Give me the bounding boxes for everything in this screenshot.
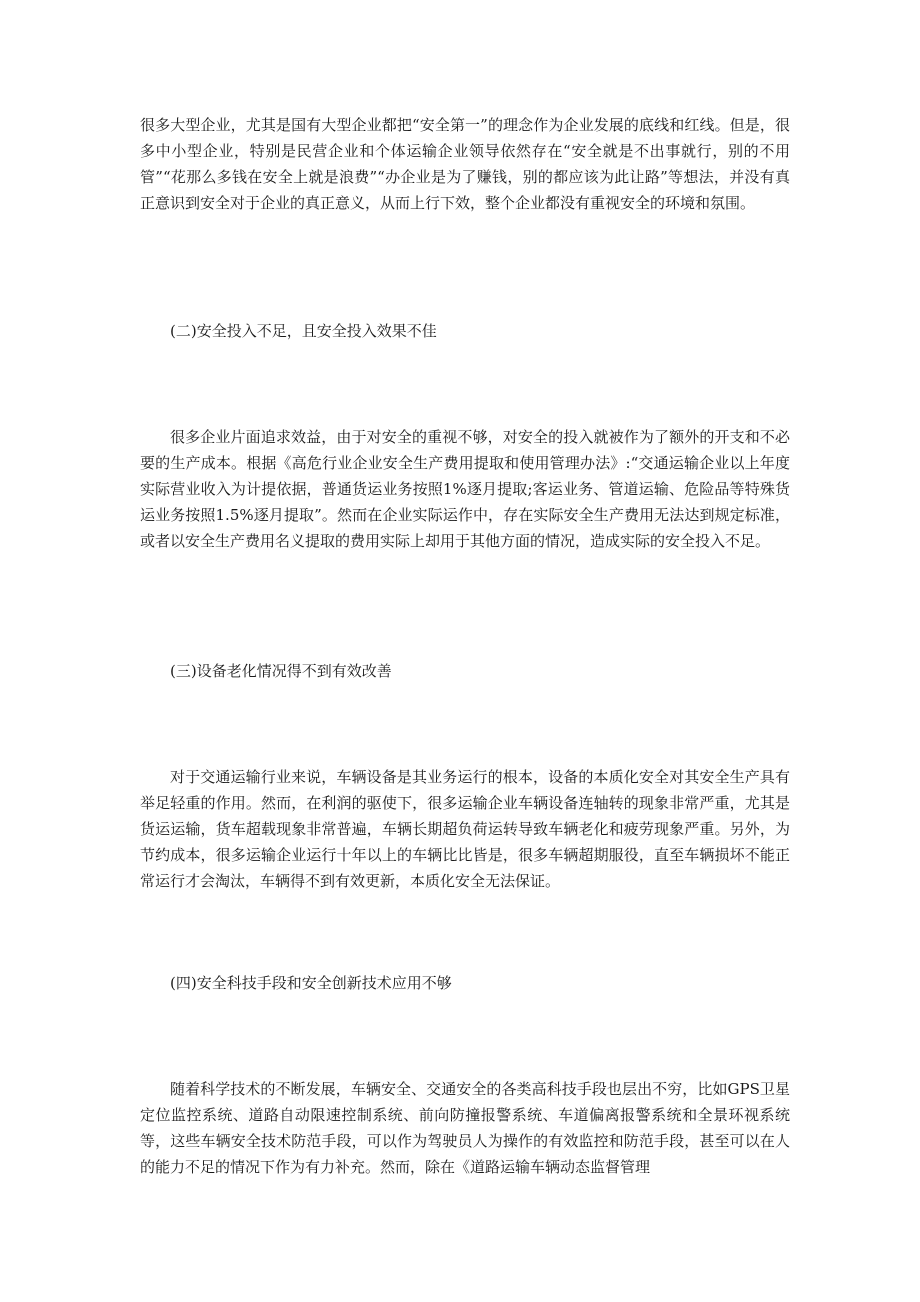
section-heading-3: (三)设备老化情况得不到有效改善 (170, 662, 392, 680)
paragraph-safety-technology: 随着科学技术的不断发展，车辆安全、交通安全的各类高科技手段也层出不穷，比如GPS卫星定位监控系统、道路自动限速控制系统、前向防撞报警系统、车道偏离报警系统和全景环视系统等，这些车辆安全技术防范手段，可以作为驾驶员人为操作的有效监控和防范手段，甚至可以在人的能力不足的情况下作为有力补充。然而，除在《道路运输车辆动态监督管理 (140, 1080, 790, 1176)
paragraph-equipment-aging: 对于交通运输行业来说，车辆设备是其业务运行的根本，设备的本质化安全对其安全生产具有举足轻重的作用。然而，在利润的驱使下，很多运输企业车辆设备连轴转的现象非常严重，尤其是货运运输，货车超载现象非常普遍，车辆长期超负荷运转导致车辆老化和疲劳现象严重。另外，为节约成本，很多运输企业运行十年以上的车辆比比皆是，很多车辆超期服役，直至车辆损坏不能正常运行才会淘汰，车辆得不到有效更新，本质化安全无法保证。 (140, 768, 790, 890)
paragraph-enterprise-safety-awareness: 很多大型企业，尤其是国有大型企业都把“安全第一”的理念作为企业发展的底线和红线。但是，很多中小型企业，特别是民营企业和个体运输企业领导依然存在“安全就是不出事就行，别的不用管”“花那么多钱在安全上就是浪费”“办企业是为了赚钱，别的都应该为此让路”等想法，并没有真正意识到安全对于企业的真正意义，从而上行下效，整个企业都没有重视安全的环境和氛围。 (140, 116, 790, 212)
section-heading-2: (二)安全投入不足，且安全投入效果不佳 (170, 322, 437, 340)
section-heading-4: (四)安全科技手段和安全创新技术应用不够 (170, 974, 452, 992)
paragraph-safety-investment: 很多企业片面追求效益，由于对安全的重视不够，对安全的投入就被作为了额外的开支和不必要的生产成本。根据《高危行业企业安全生产费用提取和使用管理办法》:“交通运输企业以上年度实际营业收入为计提依据，普通货运业务按照1%逐月提取;客运业务、管道运输、危险品等特殊货运业务按照1.5%逐月提取”。然而在企业实际运作中，存在实际安全生产费用无法达到规定标准，或者以安全生产费用名义提取的费用实际上却用于其他方面的情况，造成实际的安全投入不足。 (140, 428, 790, 550)
